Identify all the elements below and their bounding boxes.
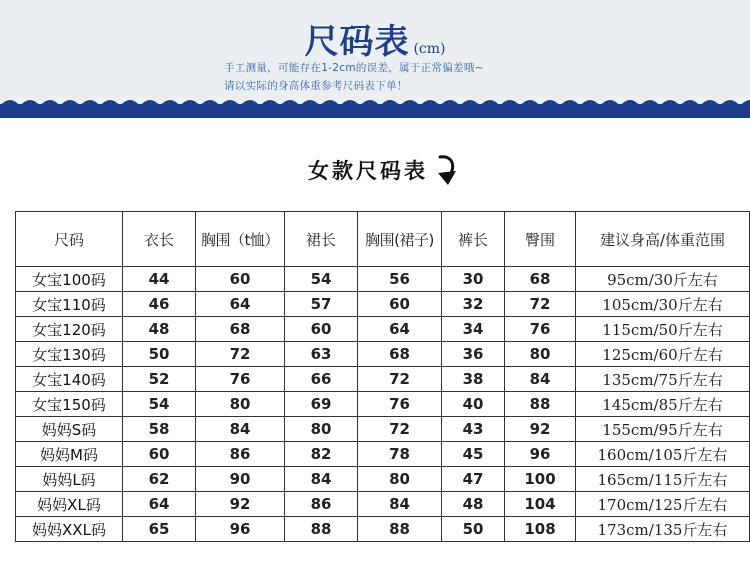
chest-tshirt-cell: 84	[196, 417, 285, 442]
pants-length-cell: 32	[442, 292, 505, 317]
skirt-length-cell: 66	[285, 367, 358, 392]
skirt-length-cell: 88	[285, 517, 358, 542]
length-cell: 50	[123, 342, 196, 367]
recommendation-cell: 95cm/30斤左右	[576, 267, 750, 292]
pants-length-cell: 43	[442, 417, 505, 442]
col-header-skirt-length: 裙长	[285, 212, 358, 267]
length-cell: 52	[123, 367, 196, 392]
hip-cell: 68	[505, 267, 576, 292]
section-heading	[308, 150, 460, 190]
chest-tshirt-cell: 90	[196, 467, 285, 492]
table-row	[16, 492, 750, 517]
recommendation-cell: 170cm/125斤左右	[576, 492, 750, 517]
skirt-length-cell: 60	[285, 317, 358, 342]
hip-cell: 92	[505, 417, 576, 442]
hip-cell: 108	[505, 517, 576, 542]
hip-cell: 88	[505, 392, 576, 417]
length-cell: 44	[123, 267, 196, 292]
col-header-chest-skirt: 胸围(裙子)	[358, 212, 442, 267]
chest-skirt-cell: 88	[358, 517, 442, 542]
section-subtitle: 女款尺码表	[308, 158, 428, 183]
chest-skirt-cell: 68	[358, 342, 442, 367]
col-header-chest-tshirt: 胸围（t恤）	[196, 212, 285, 267]
col-header-pants-length: 裤长	[442, 212, 505, 267]
size-cell: 女宝110码	[16, 292, 123, 317]
hip-cell: 104	[505, 492, 576, 517]
pants-length-cell: 30	[442, 267, 505, 292]
pants-length-cell: 40	[442, 392, 505, 417]
size-cell: 妈妈M码	[16, 442, 123, 467]
blue-band	[0, 104, 750, 118]
chest-skirt-cell: 78	[358, 442, 442, 467]
skirt-length-cell: 63	[285, 342, 358, 367]
size-cell: 女宝130码	[16, 342, 123, 367]
measurement-note: 手工测量，可能存在1-2cm的误差，属于正常偏差哦~	[224, 62, 484, 74]
chest-skirt-cell: 64	[358, 317, 442, 342]
chest-skirt-cell: 56	[358, 267, 442, 292]
table-row	[16, 442, 750, 467]
chest-tshirt-cell: 86	[196, 442, 285, 467]
length-cell: 64	[123, 492, 196, 517]
skirt-length-cell: 57	[285, 292, 358, 317]
size-cell: 女宝120码	[16, 317, 123, 342]
table-row	[16, 517, 750, 542]
size-cell: 妈妈XXL码	[16, 517, 123, 542]
chest-skirt-cell: 76	[358, 392, 442, 417]
table-row	[16, 267, 750, 292]
hip-cell: 84	[505, 367, 576, 392]
page-title: 尺码表	[304, 22, 410, 62]
table-body	[16, 267, 750, 542]
recommendation-cell: 105cm/30斤左右	[576, 292, 750, 317]
recommendation-cell: 115cm/50斤左右	[576, 317, 750, 342]
title-unit: (cm)	[413, 41, 446, 57]
table-row	[16, 317, 750, 342]
table-header-row	[16, 212, 750, 267]
chest-tshirt-cell: 80	[196, 392, 285, 417]
recommendation-cell: 145cm/85斤左右	[576, 392, 750, 417]
hip-cell: 72	[505, 292, 576, 317]
size-cell: 女宝140码	[16, 367, 123, 392]
table-row	[16, 392, 750, 417]
col-header-recommendation: 建议身高/体重范围	[576, 212, 750, 267]
table-row	[16, 467, 750, 492]
length-cell: 58	[123, 417, 196, 442]
skirt-length-cell: 69	[285, 392, 358, 417]
recommendation-cell: 155cm/95斤左右	[576, 417, 750, 442]
length-cell: 65	[123, 517, 196, 542]
pants-length-cell: 48	[442, 492, 505, 517]
skirt-length-cell: 82	[285, 442, 358, 467]
skirt-length-cell: 86	[285, 492, 358, 517]
size-cell: 妈妈XL码	[16, 492, 123, 517]
col-header-size: 尺码	[16, 212, 123, 267]
recommendation-cell: 173cm/135斤左右	[576, 517, 750, 542]
recommendation-cell: 165cm/115斤左右	[576, 467, 750, 492]
hip-cell: 96	[505, 442, 576, 467]
chest-tshirt-cell: 64	[196, 292, 285, 317]
chest-skirt-cell: 80	[358, 467, 442, 492]
recommendation-cell: 135cm/75斤左右	[576, 367, 750, 392]
col-header-hip: 臀围	[505, 212, 576, 267]
skirt-length-cell: 54	[285, 267, 358, 292]
chest-tshirt-cell: 76	[196, 367, 285, 392]
length-cell: 62	[123, 467, 196, 492]
hip-cell: 80	[505, 342, 576, 367]
skirt-length-cell: 80	[285, 417, 358, 442]
hip-cell: 76	[505, 317, 576, 342]
header-band	[0, 0, 750, 118]
recommendation-cell: 160cm/105斤左右	[576, 442, 750, 467]
pants-length-cell: 47	[442, 467, 505, 492]
pants-length-cell: 50	[442, 517, 505, 542]
length-cell: 46	[123, 292, 196, 317]
table-row	[16, 342, 750, 367]
length-cell: 54	[123, 392, 196, 417]
chest-tshirt-cell: 60	[196, 267, 285, 292]
table-row	[16, 292, 750, 317]
pants-length-cell: 34	[442, 317, 505, 342]
pants-length-cell: 38	[442, 367, 505, 392]
pants-length-cell: 36	[442, 342, 505, 367]
skirt-length-cell: 84	[285, 467, 358, 492]
title-block	[0, 14, 750, 63]
chest-skirt-cell: 72	[358, 417, 442, 442]
chest-tshirt-cell: 72	[196, 342, 285, 367]
table-row	[16, 367, 750, 392]
chest-skirt-cell: 60	[358, 292, 442, 317]
chest-tshirt-cell: 92	[196, 492, 285, 517]
chest-tshirt-cell: 68	[196, 317, 285, 342]
size-cell: 妈妈S码	[16, 417, 123, 442]
col-header-length: 衣长	[123, 212, 196, 267]
size-cell: 妈妈L码	[16, 467, 123, 492]
length-cell: 60	[123, 442, 196, 467]
chest-skirt-cell: 72	[358, 367, 442, 392]
size-table	[15, 211, 750, 542]
order-advice-note: 请以实际的身高体重参考尺码表下单！	[224, 80, 408, 92]
recommendation-cell: 125cm/60斤左右	[576, 342, 750, 367]
curved-arrow-down-icon	[434, 151, 460, 189]
length-cell: 48	[123, 317, 196, 342]
size-cell: 女宝150码	[16, 392, 123, 417]
pants-length-cell: 45	[442, 442, 505, 467]
chest-skirt-cell: 84	[358, 492, 442, 517]
chest-tshirt-cell: 96	[196, 517, 285, 542]
size-cell: 女宝100码	[16, 267, 123, 292]
hip-cell: 100	[505, 467, 576, 492]
table-row	[16, 417, 750, 442]
